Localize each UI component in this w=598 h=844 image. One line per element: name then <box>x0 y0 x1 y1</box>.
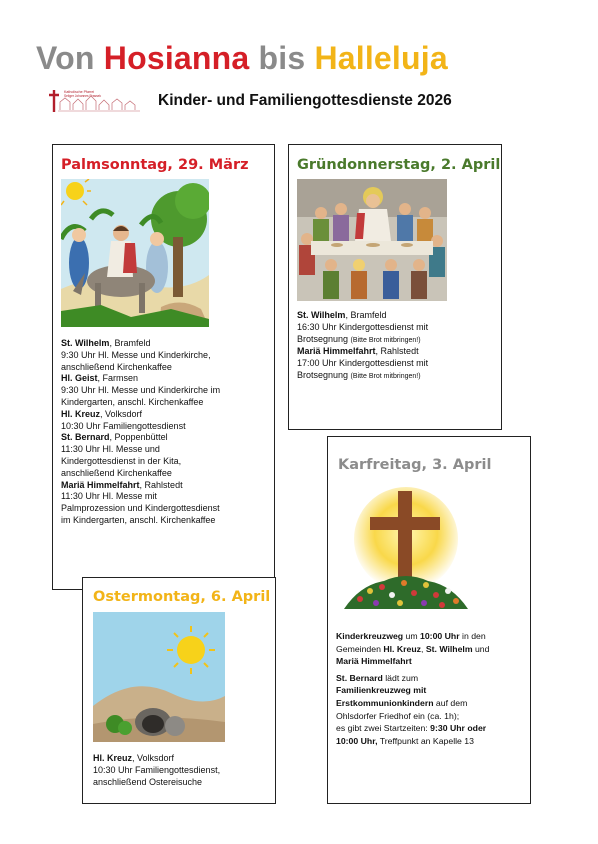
schedule-entry-hl-geist: Hl. Geist, Farmsen <box>61 373 139 384</box>
gruendonnerstag-schedule <box>297 310 497 383</box>
card-palmsonntag <box>52 144 275 590</box>
card-title-karfreitag: Karfreitag, 3. April <box>338 457 492 473</box>
last-supper-illustration-icon <box>297 179 447 301</box>
kinderkreuzweg-line-1: Kinderkreuzweg um 10:00 Uhr in den <box>336 631 486 641</box>
empty-tomb-easter-illustration-icon <box>93 612 225 742</box>
familienkreuzweg-line-4: Ohlsdorfer Friedhof ein (ca. 1h); <box>336 710 460 721</box>
palmsonntag-illustration <box>61 179 209 327</box>
schedule-line: Brotsegnung (Bitte Brot mitbringen!) <box>297 369 421 380</box>
card-title-palmsonntag: Palmsonntag, 29. März <box>61 157 249 173</box>
palmsonntag-schedule <box>61 338 271 527</box>
gruendonnerstag-illustration <box>297 179 447 301</box>
title-word-halleluja: Halleluja <box>314 40 448 76</box>
page-title <box>36 40 448 77</box>
familienkreuzweg-line-1: St. Bernard lädt zum <box>336 672 419 683</box>
schedule-entry-st-wilhelm: St. Wilhelm, Bramfeld <box>297 310 387 320</box>
schedule-line: 11:30 Uhr Hl. Messe mit <box>61 491 157 502</box>
schedule-line: 10:30 Uhr Familiengottesdienst, <box>93 764 221 775</box>
cross-with-flowers-illustration-icon <box>340 481 472 613</box>
schedule-entry-mariae-himmelfahrt: Mariä Himmelfahrt, Rahlstedt <box>61 479 183 490</box>
ostermontag-schedule <box>93 753 273 788</box>
schedule-line: anschließend Kirchenkaffee <box>61 361 172 372</box>
schedule-line: Kindergottesdienst in der Kita, <box>61 455 182 466</box>
kinderkreuzweg-line-3: Mariä Himmelfahrt <box>336 656 412 667</box>
parish-logo <box>46 86 144 116</box>
familienkreuzweg-line-5: es gibt zwei Startzeiten: 9:30 Uhr oder <box>336 723 487 734</box>
card-title-gruendonnerstag: Gründonnerstag, 2. April <box>297 157 501 173</box>
schedule-line: anschließend Kirchenkaffee <box>61 467 172 478</box>
title-word-hosianna: Hosianna <box>103 40 250 76</box>
church-silhouettes-with-cross-logo-icon <box>46 86 144 116</box>
schedule-line: 9:30 Uhr Hl. Messe und Kinderkirche im <box>61 385 221 396</box>
card-ostermontag <box>82 577 276 804</box>
kinderkreuzweg-line-2: Gemeinden Hl. Kreuz, St. Wilhelm und <box>336 643 490 654</box>
card-gruendonnerstag <box>288 144 502 430</box>
schedule-line: 16:30 Uhr Kindergottesdienst mit <box>297 321 429 332</box>
schedule-entry-mariae-himmelfahrt: Mariä Himmelfahrt, Rahlstedt <box>297 346 419 357</box>
familienkreuzweg-line-6: 10:00 Uhr, Treffpunkt an Kapelle 13 <box>336 735 474 746</box>
familienkreuzweg-line-3: Erstkommunionkindern auf dem <box>336 697 468 708</box>
page-subtitle: Kinder- und Familiengottesdienste 2026 <box>158 92 452 109</box>
schedule-entry-hl-kreuz: Hl. Kreuz, Volksdorf <box>93 753 175 763</box>
schedule-line: Brotsegnung (Bitte Brot mitbringen!) <box>297 333 421 344</box>
title-word-bis: bis <box>258 40 306 76</box>
title-word-von: Von <box>36 40 95 76</box>
schedule-line: 17:00 Uhr Kindergottesdienst mit <box>297 358 429 369</box>
ostermontag-illustration <box>93 612 225 742</box>
jesus-on-donkey-palm-procession-icon <box>61 179 209 327</box>
card-title-ostermontag: Ostermontag, 6. April <box>93 589 271 605</box>
schedule-line: 11:30 Uhr Hl. Messe und <box>61 444 160 455</box>
familienkreuzweg-line-2: Familienkreuzweg mit <box>336 685 427 696</box>
schedule-line: 9:30 Uhr Hl. Messe und Kinderkirche, <box>61 349 211 360</box>
schedule-line: anschließend Ostereisuche <box>93 776 203 787</box>
schedule-entry-hl-kreuz: Hl. Kreuz, Volksdorf <box>61 408 143 419</box>
karfreitag-illustration <box>340 481 472 613</box>
schedule-entry-st-wilhelm: St. Wilhelm, Bramfeld <box>61 338 151 348</box>
schedule-line: Kindergarten, anschl. Kirchenkaffee <box>61 396 204 407</box>
schedule-line: Palmprozession und Kindergottesdienst <box>61 503 220 514</box>
schedule-entry-st-bernard: St. Bernard, Poppenbüttel <box>61 432 168 443</box>
karfreitag-text <box>336 630 528 747</box>
logo-text-line-2: Seliger Johannes Prassek <box>64 94 102 98</box>
card-karfreitag <box>327 436 531 804</box>
logo-text-line-1: Katholische Pfarrei <box>64 90 95 94</box>
schedule-line: 10:30 Uhr Familiengottesdienst <box>61 420 186 431</box>
schedule-line: im Kindergarten, anschl. Kirchenkaffee <box>61 514 216 525</box>
